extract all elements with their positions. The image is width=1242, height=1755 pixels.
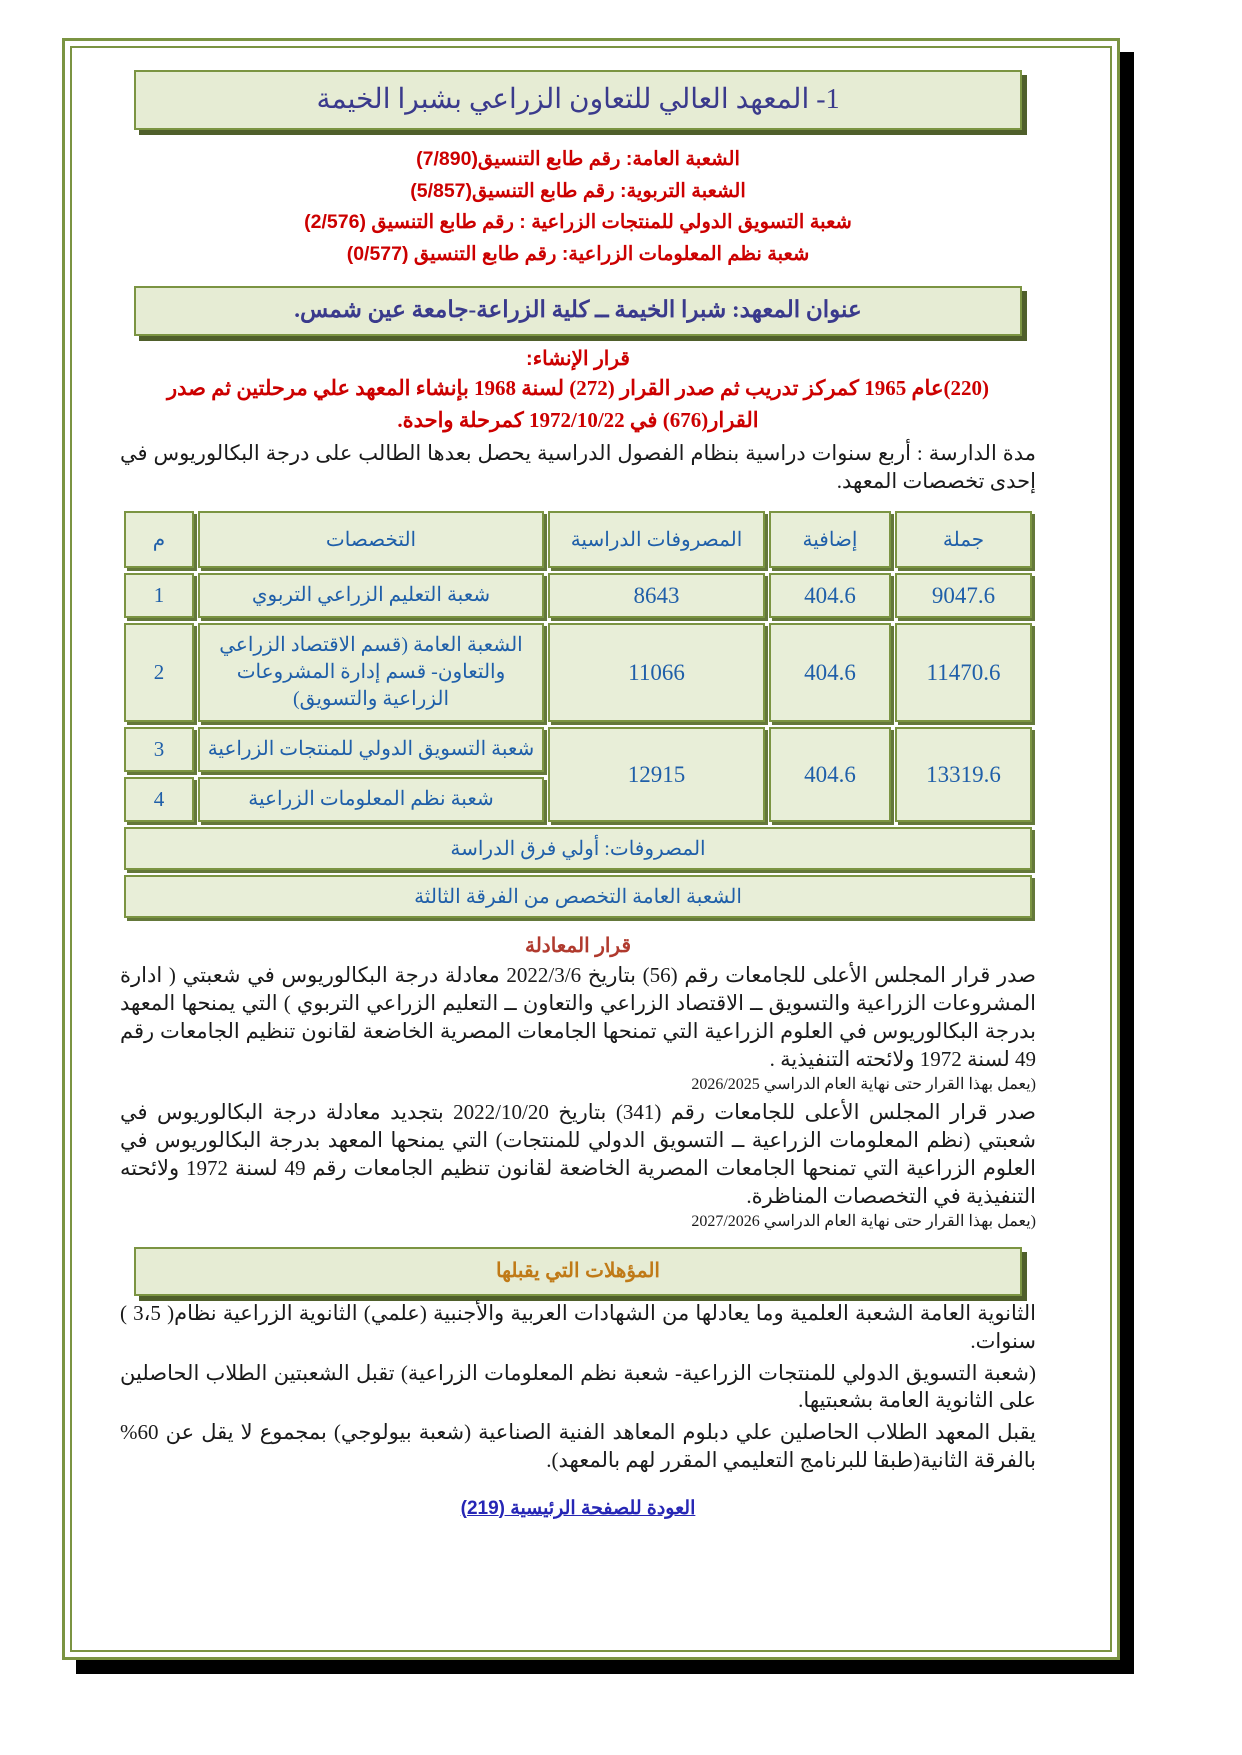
cell-study-fees: 11066	[548, 623, 765, 722]
equivalence-note-1: (يعمل بهذا القرار حتى نهاية العام الدراسي 2026/2025	[691, 1075, 1036, 1093]
cell-additional: 404.6	[769, 623, 891, 722]
cell-specialization: شعبة نظم المعلومات الزراعية	[198, 777, 544, 822]
page-frame	[62, 38, 1120, 1660]
institute-address-banner	[134, 286, 1022, 336]
header-study-fees: المصروفات الدراسية	[548, 511, 765, 568]
cell-specialization: شعبة التسويق الدولي للمنتجات الزراعية	[198, 727, 544, 772]
footer	[120, 1497, 1036, 1520]
header-total: جملة	[895, 511, 1032, 568]
cell-study-fees: 8643	[548, 573, 765, 618]
qualifications-banner	[134, 1247, 1022, 1296]
table-row	[124, 727, 1032, 772]
cell-number: 2	[124, 623, 194, 722]
equivalence-heading: قرار المعادلة	[524, 935, 632, 958]
qualifications-heading: المؤهلات التي يقبلها	[496, 1259, 660, 1282]
cell-specialization: شعبة التعليم الزراعي التربوي	[198, 573, 544, 618]
coordination-line: الشعبة التربوية: رقم طابع التنسيق(5/857)	[410, 179, 746, 202]
table-header-row	[124, 511, 1032, 568]
cell-number: 4	[124, 777, 194, 822]
coordination-line: الشعبة العامة: رقم طابع التنسيق(7/890)	[416, 148, 740, 170]
cell-additional: 404.6	[769, 727, 891, 822]
coordination-list	[120, 144, 1036, 270]
cell-specialization: الشعبة العامة (قسم الاقتصاد الزراعي والتعاون- قسم إدارة المشروعات الزراعية والتسويق)	[198, 623, 544, 722]
fees-note-2: الشعبة العامة التخصص من الفرقة الثالثة	[124, 875, 1032, 918]
return-home-link[interactable]: العودة للصفحة الرئيسية (219)	[460, 1498, 696, 1520]
institute-address: عنوان المعهد: شبرا الخيمة ــ كلية الزراعة-جامعة عين شمس.	[294, 297, 862, 323]
study-duration-text: مدة الدارسة : أربع سنوات دراسية بنظام الفصول الدراسية يحصل بعدها الطالب على درجة البكالوريوس في إحدى تخصصات المعهد.	[120, 441, 1036, 494]
equivalence-paragraph-2: صدر قرار المجلس الأعلى للجامعات رقم (341) بتاريخ 2022/10/20 بتجديد معادلة درجة البكالوريوس في شعبتي (نظم المعلومات الزراعية ــ التسويق الدولي للمنتجات) التي يمنحها المعهد بدرجة البكالوريوس في العلوم الزراعية التي تمنحها الجامعات المصرية الخاضعة لقانون تنظيم الجامعات رقم 49 لسنة 1972 ولائحته التنفيذية في التخصصات المناظرة.	[120, 1100, 1036, 1209]
fees-note-1: المصروفات: أولي فرق الدراسة	[124, 827, 1032, 870]
establishment-body: (220)عام 1965 كمركز تدريب ثم صدر القرار (272) لسنة 1968 بإنشاء المعهد علي مرحلتين ثم صدر القرار(676) في 1972/10/22 كمرحلة واحدة.	[167, 376, 989, 432]
cell-total: 11470.6	[895, 623, 1032, 722]
header-additional: إضافية	[769, 511, 891, 568]
cell-number: 1	[124, 573, 194, 618]
qualification-line: يقبل المعهد الطلاب الحاصلين علي دبلوم المعاهد الفنية الصناعية (شعبة بيولوجي) بمجموع لا يقل عن 60% بالفرقة الثانية(طبقا للبرنامج التعليمي المقرر لهم بالمعهد).	[120, 1420, 1036, 1473]
document-content	[120, 66, 1036, 1636]
qualification-line: الثانوية العامة الشعبة العلمية وما يعادلها من الشهادات العربية والأجنبية (علمي) الثانوية الزراعية نظام( 3،5 ) سنوات.	[120, 1300, 1036, 1353]
header-number: م	[124, 511, 194, 568]
cell-additional: 404.6	[769, 573, 891, 618]
page-frame-inner	[70, 46, 1112, 1652]
coordination-line: شعبة التسويق الدولي للمنتجات الزراعية : رقم طابع التنسيق (2/576)	[304, 211, 852, 234]
page-title: 1- المعهد العالي للتعاون الزراعي بشبرا الخيمة	[316, 84, 840, 115]
table-note-row	[124, 827, 1032, 870]
institute-title-banner	[134, 70, 1022, 130]
table-note-row	[124, 875, 1032, 918]
equivalence-note-2: (يعمل بهذا القرار حتى نهاية العام الدراسي 2027/2026	[691, 1213, 1036, 1231]
coordination-line: شعبة نظم المعلومات الزراعية: رقم طابع التنسيق (0/577)	[346, 242, 810, 265]
fees-table	[120, 506, 1036, 923]
table-row	[124, 623, 1032, 722]
cell-total: 9047.6	[895, 573, 1032, 618]
cell-number: 3	[124, 727, 194, 772]
cell-study-fees: 12915	[548, 727, 765, 822]
table-row	[124, 573, 1032, 618]
cell-total: 13319.6	[895, 727, 1032, 822]
establishment-heading: قرار الإنشاء:	[526, 348, 630, 371]
header-specializations: التخصصات	[198, 511, 544, 568]
qualification-line: (شعبة التسويق الدولي للمنتجات الزراعية- شعبة نظم المعلومات الزراعية) تقبل الشعبتين الطلاب الحاصلين على الثانوية العامة بشعبتيها.	[120, 1360, 1036, 1413]
equivalence-paragraph-1: صدر قرار المجلس الأعلى للجامعات رقم (56) بتاريخ 2022/3/6 معادلة درجة البكالوريوس في شعبتي ( ادارة المشروعات الزراعية والتسويق ــ الاقتصاد الزراعي والتعاون ــ التعليم الزراعي التربوي ) التي يمنحها المعهد بدرجة البكالوريوس في العلوم الزراعية التي تمنحها الجامعات المصرية الخاضعة لقانون تنظيم الجامعات رقم 49 لسنة 1972 ولائحته التنفيذية .	[120, 963, 1036, 1071]
